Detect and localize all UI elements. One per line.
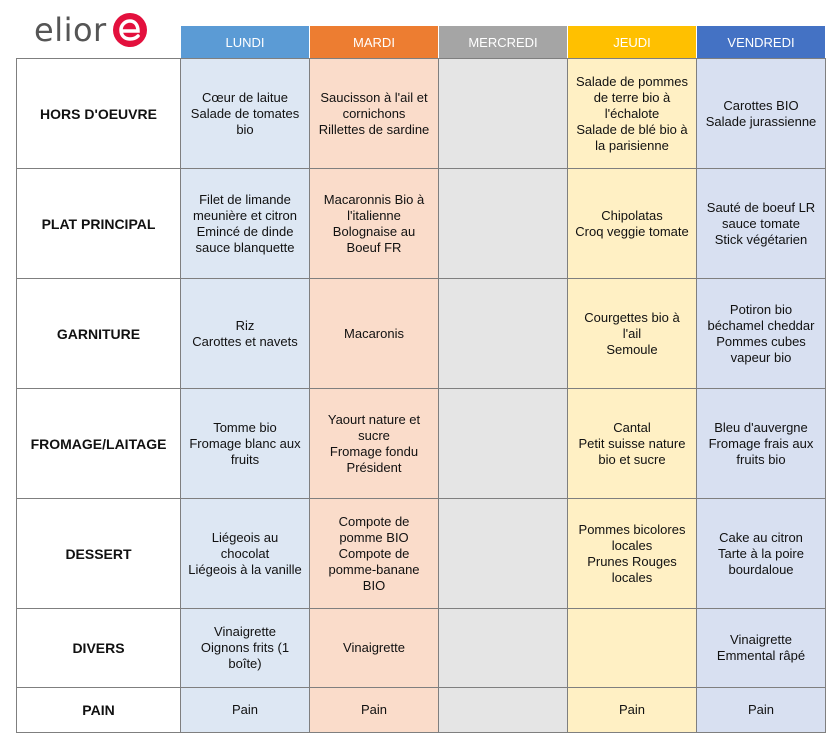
menu-cell-mercredi: [439, 389, 568, 499]
menu-item-line: cornichons: [342, 105, 406, 121]
day-header-mercredi: [439, 26, 568, 58]
menu-cell-vendredi: [697, 499, 826, 609]
menu-item-line: BIO: [362, 577, 386, 593]
menu-item-line: Vinaigrette: [730, 632, 792, 647]
menu-item-line: Courgettes bio à: [584, 309, 680, 325]
menu-item-line: Vinaigrette: [343, 640, 405, 655]
menu-item-line: Compote de: [338, 513, 410, 529]
menu-item-line: bio et sucre: [598, 451, 666, 467]
menu-item-line: la parisienne: [595, 137, 669, 153]
menu-row: [17, 169, 826, 279]
menu-item-line: sauce tomate: [721, 215, 801, 231]
menu-item-line: locales: [611, 537, 653, 553]
menu-cell-mardi: [310, 499, 439, 609]
row-label: DESSERT: [17, 499, 181, 609]
menu-cell-lundi: [181, 688, 310, 733]
logo-text: elior: [34, 11, 107, 49]
menu-item-line: Bleu d'auvergne: [714, 419, 808, 435]
menu-item-line: Salade jurassienne: [705, 113, 817, 129]
menu-item-line: Pommes bicolores: [578, 521, 686, 537]
menu-item-line: Cake au citron: [719, 529, 803, 545]
menu-item-line: Fromage fondu: [329, 443, 419, 459]
menu-item-line: Stick végétarien: [714, 231, 808, 247]
menu-cell-vendredi: [697, 59, 826, 169]
menu-cell-lundi: [181, 169, 310, 279]
menu-cell-mercredi: [439, 499, 568, 609]
menu-item-line: Macaronnis Bio à: [323, 191, 425, 207]
menu-cell-mercredi: [439, 59, 568, 169]
menu-item-line: locales: [611, 569, 653, 585]
menu-item-line: Carottes BIO: [723, 97, 799, 113]
row-label: FROMAGE/LAITAGE: [17, 389, 181, 499]
menu-cell-mardi: [310, 389, 439, 499]
row-label: PLAT PRINCIPAL: [17, 169, 181, 279]
menu-cell-jeudi: [568, 279, 697, 389]
row-label: PAIN: [17, 688, 181, 733]
menu-cell-mercredi: [439, 688, 568, 733]
day-header-label: MARDI: [353, 34, 395, 50]
menu-cell-jeudi: [568, 688, 697, 733]
menu-item-line: Macaronis: [344, 325, 404, 341]
menu-cell-vendredi: [697, 389, 826, 499]
menu-item-line: Cantal: [613, 419, 651, 435]
day-header-label: MERCREDI: [468, 34, 538, 50]
menu-row: [17, 688, 826, 733]
menu-item-line: Sauté de boeuf LR: [706, 199, 816, 215]
day-header-label: JEUDI: [613, 34, 651, 50]
menu-item-line: meunière et citron: [192, 207, 298, 223]
menu-cell-mardi: [310, 279, 439, 389]
menu-cell-vendredi: [697, 169, 826, 279]
menu-cell-mercredi: [439, 609, 568, 688]
row-label: DIVERS: [17, 609, 181, 688]
menu-cell-lundi: [181, 389, 310, 499]
menu-cell-jeudi: [568, 169, 697, 279]
menu-item-line: l'ail: [622, 325, 642, 341]
menu-item-line: Président: [346, 459, 402, 475]
menu-item-line: fruits: [230, 451, 260, 467]
menu-item-line: sucre: [358, 427, 390, 443]
menu-item-line: pomme BIO: [339, 529, 409, 545]
menu-row: [17, 279, 826, 389]
menu-cell-mardi: [310, 609, 439, 688]
menu-item-line: Pain: [618, 702, 646, 717]
row-label: GARNITURE: [17, 279, 181, 389]
menu-cell-jeudi: [568, 389, 697, 499]
menu-cell-vendredi: [697, 609, 826, 688]
menu-item-line: Carottes et navets: [192, 333, 298, 349]
day-header-lundi: [181, 26, 310, 58]
menu-row: [17, 499, 826, 609]
day-header-mardi: [310, 26, 439, 58]
menu-item-line: Compote de: [338, 545, 410, 561]
menu-item-line: Pain: [747, 702, 775, 717]
menu-cell-lundi: [181, 59, 310, 169]
menu-item-line: Salade de pommes: [575, 73, 688, 89]
menu-item-line: de terre bio à: [593, 89, 671, 105]
day-header-label: LUNDI: [225, 34, 265, 50]
menu-table: [16, 58, 826, 733]
menu-item-line: Tomme bio: [213, 419, 277, 435]
menu-item-line: Boeuf FR: [346, 239, 402, 255]
menu-item-line: pomme-banane: [328, 561, 420, 577]
menu-item-line: bourdaloue: [728, 561, 794, 577]
menu-item-line: Fromage blanc aux: [189, 435, 301, 451]
menu-item-line: Oignons frits (1: [200, 640, 290, 655]
menu-item-line: Yaourt nature et: [327, 411, 421, 427]
menu-item-line: Fromage frais aux: [708, 435, 814, 451]
menu-row: [17, 389, 826, 499]
menu-item-line: Liégeois à la vanille: [188, 561, 302, 577]
menu-item-line: Rillettes de sardine: [318, 121, 430, 137]
menu-item-line: bio: [236, 121, 254, 137]
menu-item-line: Vinaigrette: [214, 624, 276, 639]
menu-item-line: Potiron bio: [729, 301, 793, 317]
menu-cell-vendredi: [697, 688, 826, 733]
menu-item-line: Pain: [231, 702, 259, 717]
menu-cell-lundi: [181, 609, 310, 688]
menu-item-line: Croq veggie tomate: [575, 223, 689, 239]
day-header-label: VENDREDI: [727, 34, 795, 50]
menu-row: [17, 59, 826, 169]
menu-item-line: Liégeois au: [211, 529, 279, 545]
menu-item-line: Petit suisse nature: [578, 435, 686, 451]
menu-item-line: Saucisson à l'ail et: [320, 89, 428, 105]
menu-item-line: Semoule: [606, 341, 658, 357]
row-label: HORS D'OEUVRE: [17, 59, 181, 169]
menu-item-line: Bolognaise au: [332, 223, 416, 239]
menu-item-line: Pommes cubes: [716, 333, 806, 349]
menu-cell-lundi: [181, 279, 310, 389]
menu-item-line: l'italienne: [347, 207, 401, 223]
menu-item-line: béchamel cheddar: [707, 317, 815, 333]
menu-item-line: fruits bio: [736, 451, 786, 467]
menu-cell-vendredi: [697, 279, 826, 389]
menu-item-line: Salade de blé bio à: [576, 121, 688, 137]
menu-item-line: Pain: [360, 702, 388, 717]
menu-item-line: Emincé de dinde: [196, 223, 294, 239]
menu-cell-mercredi: [439, 169, 568, 279]
elior-logo: [34, 10, 147, 50]
day-header-jeudi: [568, 26, 697, 58]
menu-cell-jeudi: [568, 609, 697, 688]
menu-item-line: Filet de limande: [199, 191, 291, 207]
menu-cell-jeudi: [568, 499, 697, 609]
elior-e-icon: [113, 13, 147, 47]
menu-item-line: l'échalote: [604, 105, 660, 121]
day-header-vendredi: [697, 26, 826, 58]
menu-cell-mercredi: [439, 279, 568, 389]
menu-item-line: Salade de tomates: [190, 105, 300, 121]
menu-cell-jeudi: [568, 59, 697, 169]
menu-item-line: vapeur bio: [730, 349, 792, 365]
menu-cell-mardi: [310, 688, 439, 733]
menu-item-line: Tarte à la poire: [718, 545, 804, 561]
menu-cell-mardi: [310, 169, 439, 279]
menu-item-line: boîte): [228, 656, 262, 671]
menu-item-line: Riz: [235, 317, 255, 333]
menu-item-line: Cœur de laitue: [202, 89, 288, 105]
menu-cell-mardi: [310, 59, 439, 169]
menu-cell-lundi: [181, 499, 310, 609]
menu-row: [17, 609, 826, 688]
menu-item-line: sauce blanquette: [195, 239, 295, 255]
menu-item-line: Chipolatas: [601, 207, 663, 223]
menu-item-line: Prunes Rouges: [587, 553, 677, 569]
menu-item-line: Emmental râpé: [716, 648, 806, 663]
menu-item-line: chocolat: [220, 545, 270, 561]
